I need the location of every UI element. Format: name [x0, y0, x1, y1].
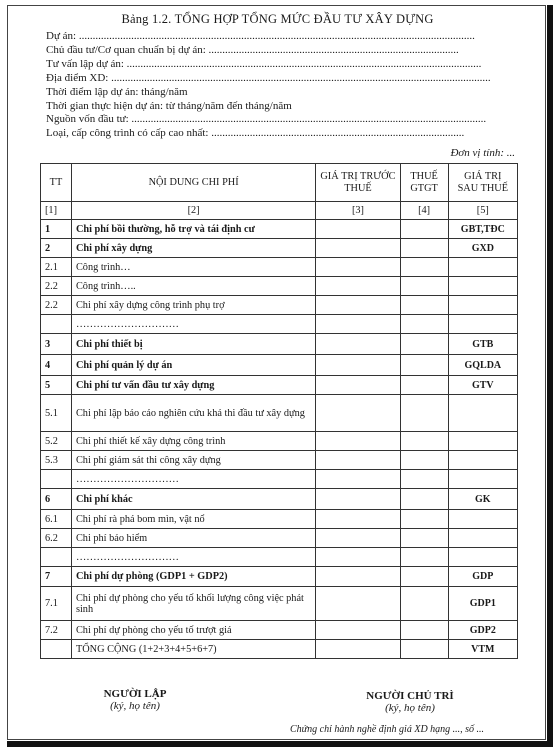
row-content: Chi phí thiết bị [71, 334, 315, 355]
row-tt [41, 315, 72, 334]
row-content: Chi phí dự phòng (GDP1 + GDP2) [71, 567, 315, 587]
row-content: Chi phí xây dựng [71, 239, 315, 258]
row-vat [400, 296, 448, 315]
table-body [41, 220, 518, 659]
index-2: [2] [71, 202, 315, 220]
row-vat [400, 376, 448, 395]
page-shadow-bottom [7, 741, 553, 747]
row-symbol [448, 451, 517, 470]
index-5: [5] [448, 202, 517, 220]
row-tt: 6 [41, 489, 72, 510]
table-row [41, 334, 518, 355]
row-symbol: GDP1 [448, 587, 517, 621]
table-row [41, 621, 518, 640]
table-row [41, 376, 518, 395]
row-content: Chi phí bồi thường, hỗ trợ và tái định cư [71, 220, 315, 239]
row-before-tax [316, 258, 400, 277]
row-vat [400, 432, 448, 451]
row-before-tax [316, 432, 400, 451]
row-before-tax [316, 239, 400, 258]
table-row [41, 432, 518, 451]
preparer-title: NGƯỜI LẬP [103, 688, 167, 700]
table-row [41, 529, 518, 548]
index-4: [4] [400, 202, 448, 220]
table-row [41, 567, 518, 587]
row-content: TỔNG CỘNG (1+2+3+4+5+6+7) [71, 640, 315, 659]
table-row [41, 277, 518, 296]
cost-summary-table [40, 163, 518, 659]
table-row [41, 395, 518, 432]
row-symbol [448, 296, 517, 315]
row-tt: 1 [41, 220, 72, 239]
chief-signature [340, 690, 480, 714]
row-tt: 5.2 [41, 432, 72, 451]
row-content: Chi phí khác [71, 489, 315, 510]
row-vat [400, 395, 448, 432]
row-symbol [448, 432, 517, 451]
row-content: Chi phí xây dựng công trình phụ trợ [71, 296, 315, 315]
info-line: Thời điểm lập dự án: tháng/năm [46, 85, 188, 98]
row-before-tax [316, 376, 400, 395]
table-row [41, 510, 518, 529]
row-symbol: GK [448, 489, 517, 510]
row-vat [400, 470, 448, 489]
row-tt: 4 [41, 355, 72, 376]
info-line: Nguồn vốn đầu tư: ................................................................................................................................. [46, 113, 487, 126]
table-row [41, 470, 518, 489]
chief-title: NGƯỜI CHỦ TRÌ [366, 690, 454, 702]
unit-label: Đơn vị tính: ... [450, 147, 515, 159]
row-symbol: GBT,TĐC [448, 220, 517, 239]
row-content: Chi phí tư vấn đầu tư xây dựng [71, 376, 315, 395]
row-before-tax [316, 315, 400, 334]
row-symbol: GDP [448, 567, 517, 587]
info-line: Tư vấn lập dự án: ................................................................................................................................. [46, 57, 482, 70]
info-line: Loại, cấp công trình có cấp cao nhất: ............................................................................................ [46, 127, 465, 140]
row-symbol: GTB [448, 334, 517, 355]
row-vat [400, 548, 448, 567]
row-vat [400, 567, 448, 587]
table-header-row [41, 164, 518, 202]
table-row [41, 296, 518, 315]
index-1: [1] [41, 202, 72, 220]
row-before-tax [316, 529, 400, 548]
row-before-tax [316, 640, 400, 659]
row-before-tax [316, 621, 400, 640]
row-tt: 2.2 [41, 277, 72, 296]
row-symbol [448, 277, 517, 296]
row-content: Chi phí thiết kế xây dựng công trình [71, 432, 315, 451]
row-tt: 2.1 [41, 258, 72, 277]
row-tt: 2 [41, 239, 72, 258]
row-vat [400, 277, 448, 296]
row-vat [400, 258, 448, 277]
row-before-tax [316, 334, 400, 355]
row-vat [400, 220, 448, 239]
header-before-tax: GIÁ TRỊ TRƯỚC THUẾ [316, 164, 400, 202]
row-content: Chi phí dự phòng cho yếu tố khối lượng công việc phát sinh [71, 587, 315, 621]
table-row [41, 587, 518, 621]
row-content: Công trình… [71, 258, 315, 277]
row-content: Chi phí giám sát thi công xây dựng [71, 451, 315, 470]
preparer-sub: (ký, họ tên) [110, 700, 160, 712]
table-row [41, 548, 518, 567]
row-before-tax [316, 355, 400, 376]
row-symbol: VTM [448, 640, 517, 659]
table-row [41, 451, 518, 470]
row-content: Công trình….. [71, 277, 315, 296]
table-row [41, 220, 518, 239]
row-before-tax [316, 567, 400, 587]
project-info [46, 30, 516, 141]
row-content: ………………………… [71, 470, 315, 489]
row-content: ………………………… [71, 315, 315, 334]
header-vat: THUẾ GTGT [400, 164, 448, 202]
row-tt [41, 470, 72, 489]
row-vat [400, 355, 448, 376]
header-tt: TT [41, 164, 72, 202]
index-3: [3] [316, 202, 400, 220]
row-tt: 6.2 [41, 529, 72, 548]
row-before-tax [316, 470, 400, 489]
row-tt: 5 [41, 376, 72, 395]
row-symbol: GXD [448, 239, 517, 258]
row-content: Chi phí dự phòng cho yếu tố trượt giá [71, 621, 315, 640]
row-vat [400, 489, 448, 510]
row-content: Chi phí rà phá bom mìn, vật nổ [71, 510, 315, 529]
row-vat [400, 621, 448, 640]
info-line: Thời gian thực hiện dự án: từ tháng/năm đến tháng/năm [46, 99, 292, 112]
row-before-tax [316, 548, 400, 567]
row-tt: 5.3 [41, 451, 72, 470]
row-tt: 7 [41, 567, 72, 587]
info-line: Dự án: ................................................................................................................................................ [46, 30, 475, 42]
info-line: Chủ đầu tư/Cơ quan chuẩn bị dự án: ........................................................................................... [46, 43, 459, 56]
row-tt: 5.1 [41, 395, 72, 432]
row-symbol [448, 315, 517, 334]
row-before-tax [316, 510, 400, 529]
row-vat [400, 239, 448, 258]
row-before-tax [316, 220, 400, 239]
table-row [41, 640, 518, 659]
table-row [41, 315, 518, 334]
certificate-line: Chứng chỉ hành nghề định giá XD hạng ..., số ... [290, 724, 485, 735]
table-row [41, 355, 518, 376]
row-before-tax [316, 395, 400, 432]
table-row [41, 239, 518, 258]
row-vat [400, 510, 448, 529]
row-symbol [448, 258, 517, 277]
preparer-signature [70, 688, 200, 712]
info-line: Địa điểm XD: .......................................................................................................................................... [46, 71, 491, 84]
row-tt: 7.2 [41, 621, 72, 640]
row-content: Chi phí quản lý dự án [71, 355, 315, 376]
row-tt: 6.1 [41, 510, 72, 529]
row-vat [400, 587, 448, 621]
row-symbol [448, 395, 517, 432]
row-vat [400, 451, 448, 470]
header-after-tax: GIÁ TRỊ SAU THUẾ [448, 164, 517, 202]
table-row [41, 489, 518, 510]
row-before-tax [316, 277, 400, 296]
row-content: Chi phí lập báo cáo nghiên cứu khả thi đầu tư xây dựng [71, 395, 315, 432]
row-tt [41, 548, 72, 567]
row-symbol: GQLDA [448, 355, 517, 376]
row-before-tax [316, 489, 400, 510]
row-before-tax [316, 296, 400, 315]
chief-sub: (ký, họ tên) [385, 702, 435, 714]
row-symbol: GDP2 [448, 621, 517, 640]
row-tt: 2.2 [41, 296, 72, 315]
row-before-tax [316, 587, 400, 621]
table-row [41, 258, 518, 277]
row-before-tax [316, 451, 400, 470]
row-tt: 7.1 [41, 587, 72, 621]
page-shadow-right [547, 5, 553, 747]
row-symbol [448, 470, 517, 489]
row-tt [41, 640, 72, 659]
row-symbol [448, 510, 517, 529]
document-title: Bảng 1.2. TỔNG HỢP TỔNG MỨC ĐẦU TƯ XÂY DỰNG [121, 12, 434, 26]
table-index-row [41, 202, 518, 220]
row-vat [400, 315, 448, 334]
header-content: NỘI DUNG CHI PHÍ [71, 164, 315, 202]
row-symbol [448, 548, 517, 567]
row-vat [400, 640, 448, 659]
row-symbol: GTV [448, 376, 517, 395]
row-vat [400, 334, 448, 355]
row-content: ………………………… [71, 548, 315, 567]
row-content: Chi phí bảo hiểm [71, 529, 315, 548]
row-symbol [448, 529, 517, 548]
row-vat [400, 529, 448, 548]
row-tt: 3 [41, 334, 72, 355]
